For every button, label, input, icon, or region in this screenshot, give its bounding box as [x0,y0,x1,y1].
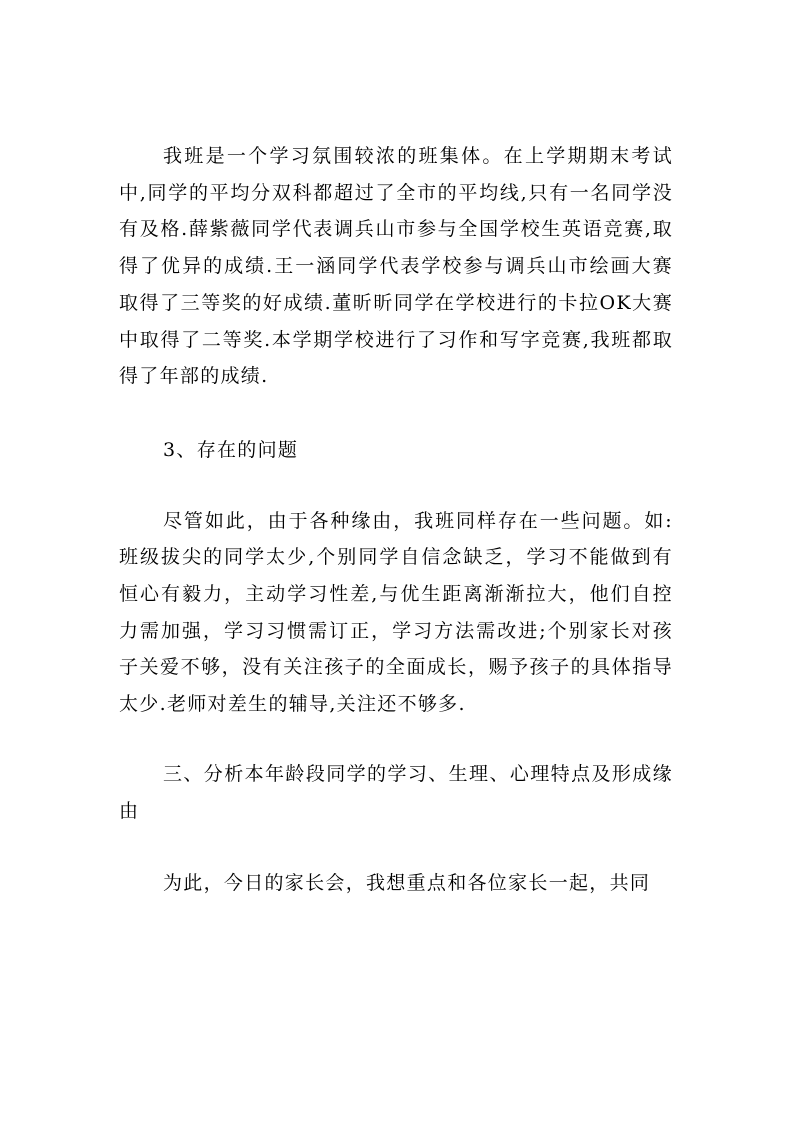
section-heading-existing-problems: 3、存在的问题 [163,438,299,461]
paragraph-problems: 尽管如此，由于各种缘由，我班同样存在一些问题。如:班级拔尖的同学太少,个别同学自信念缺乏，学习不能做到有恒心有毅力，主动学习性差,与优生距离渐渐拉大，他们自控力需加强，学习习惯需订正，学习方法需改进;个别家长对孩子关爱不够，没有关注孩子的全面成长，赐予孩子的具体指导太少.老师对差生的辅导,关注还不够多. [119,509,673,716]
section-heading-analysis: 三、分析本年龄段同学的学习、生理、心理特点及形成缘由 [119,762,673,822]
paragraph-class-achievements: 我班是一个学习氛围较浓的班集体。在上学期期末考试中,同学的平均分双科都超过了全市的平均线,只有一名同学没有及格.薛紫薇同学代表调兵山市参与全国学校生英语竞赛,取得了优异的成绩.王一涵同学代表学校参与调兵山市绘画大赛取得了三等奖的好成绩.董昕昕同学在学校进行的卡拉OK大赛中取得了二等奖.本学期学校进行了习作和写字竞赛,我班都取得了年部的成绩. [119,145,673,388]
paragraph-meeting-intro: 为此，今日的家长会，我想重点和各位家长一起，共同 [163,872,651,895]
document-body [119,138,673,902]
